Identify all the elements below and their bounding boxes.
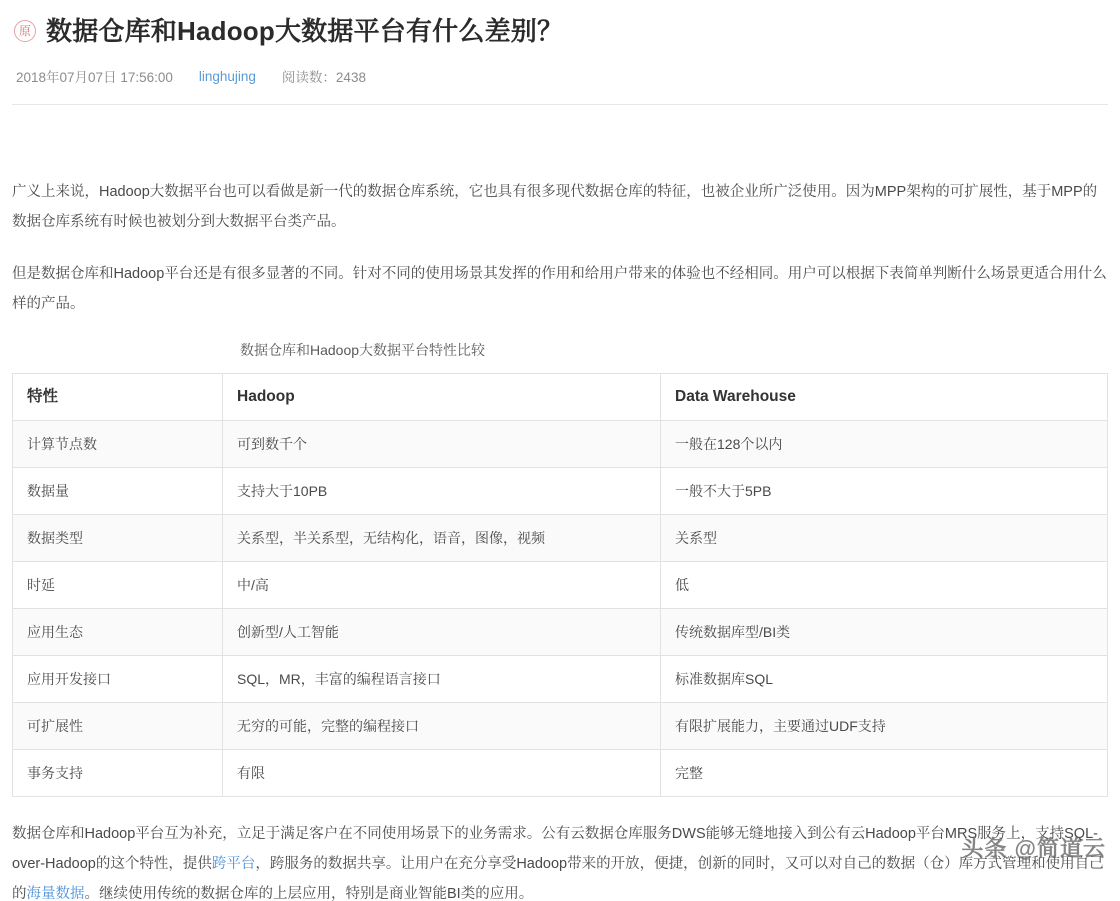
cell-hadoop: 中/高 xyxy=(223,562,661,609)
page-title: 数据仓库和Hadoop大数据平台有什么差别？ xyxy=(46,16,564,46)
table-header-row xyxy=(13,374,1108,421)
table-row xyxy=(13,703,1108,750)
cell-datawarehouse: 低 xyxy=(661,562,1108,609)
column-header-datawarehouse: Data Warehouse xyxy=(661,374,1108,421)
article-meta xyxy=(16,66,1108,86)
table-body xyxy=(13,421,1108,797)
publish-date: 2018年07月07日 17:56:00 xyxy=(16,70,173,85)
author-link[interactable]: linghujing xyxy=(198,68,256,84)
cell-feature: 数据量 xyxy=(13,468,223,515)
cell-feature: 时延 xyxy=(13,562,223,609)
comparison-table xyxy=(12,373,1108,797)
closing-text-c: 。继续使用传统的数据仓库的上层应用，特别是商业智能BI类的应用。 xyxy=(84,886,534,901)
column-header-hadoop: Hadoop xyxy=(223,374,661,421)
paragraph-2: 但是数据仓库和Hadoop平台还是有很多显著的不同。针对不同的使用场景其发挥的作用和给用户带来的体验也不经相同。用户可以根据下表简单判断什么场景更适合用什么样的产品。 xyxy=(12,266,1107,312)
cell-hadoop: 创新型/人工智能 xyxy=(223,609,661,656)
cell-feature: 可扩展性 xyxy=(13,703,223,750)
cell-hadoop: 无穷的可能，完整的编程接口 xyxy=(223,703,661,750)
article-header xyxy=(0,0,1120,105)
watermark: 头条 @简道云 xyxy=(961,836,1106,861)
column-header-feature: 特性 xyxy=(13,374,223,421)
cell-hadoop: 可到数千个 xyxy=(223,421,661,468)
paragraph-1: 广义上来说，Hadoop大数据平台也可以看做是新一代的数据仓库系统，它也具有很多现代数据仓库的特征，也被企业所广泛使用。因为MPP架构的可扩展性，基于MPP的数据仓库系统有时候也被划分到大数据平台类产品。 xyxy=(12,184,1098,230)
cell-feature: 应用生态 xyxy=(13,609,223,656)
table-row xyxy=(13,562,1108,609)
table-row xyxy=(13,750,1108,797)
table-head xyxy=(13,374,1108,421)
cell-datawarehouse: 传统数据库型/BI类 xyxy=(661,609,1108,656)
original-badge-icon: 原 xyxy=(14,20,36,42)
cell-hadoop: SQL，MR，丰富的编程语言接口 xyxy=(223,656,661,703)
article-body xyxy=(0,177,1120,797)
closing-text-b: ，跨服务的数据共享。让用户在充分享受Hadoop带来的开放，便捷，创新的同时，又可以对自己的数据（仓）库方式管理和使用自己的 xyxy=(12,856,1104,901)
header-divider xyxy=(12,104,1108,105)
cell-feature: 事务支持 xyxy=(13,750,223,797)
massive-data-link[interactable]: 海量数据 xyxy=(26,886,85,901)
table-row xyxy=(13,656,1108,703)
table-row xyxy=(13,515,1108,562)
cross-platform-link[interactable]: 跨平台 xyxy=(211,856,256,872)
cell-hadoop: 支持大于10PB xyxy=(223,468,661,515)
cell-feature: 应用开发接口 xyxy=(13,656,223,703)
cell-datawarehouse: 关系型 xyxy=(661,515,1108,562)
closing-text-a: 数据仓库和Hadoop平台互为补充，立足于满足客户在不同使用场景下的业务需求。公有云数据仓库服务DWS能够无缝地接入到公有云Hadoop平台MRS服务上，支持SQL-over-Hadoop的这个特性，提供 xyxy=(12,826,1098,872)
cell-hadoop: 关系型，半关系型，无结构化，语音，图像，视频 xyxy=(223,515,661,562)
table-row xyxy=(13,468,1108,515)
table-caption: 数据仓库和Hadoop大数据平台特性比较 xyxy=(240,342,486,358)
closing-paragraph xyxy=(12,819,1108,901)
table-row xyxy=(13,421,1108,468)
cell-datawarehouse: 有限扩展能力，主要通过UDF支持 xyxy=(661,703,1108,750)
closing-paragraphs xyxy=(0,819,1120,901)
cell-datawarehouse: 一般不大于5PB xyxy=(661,468,1108,515)
cell-feature: 数据类型 xyxy=(13,515,223,562)
table-row xyxy=(13,609,1108,656)
cell-feature: 计算节点数 xyxy=(13,421,223,468)
cell-datawarehouse: 标准数据库SQL xyxy=(661,656,1108,703)
cell-datawarehouse: 完整 xyxy=(661,750,1108,797)
cell-datawarehouse: 一般在128个以内 xyxy=(661,421,1108,468)
read-count: 阅读数：2438 xyxy=(281,70,366,85)
title-row xyxy=(12,14,1108,48)
cell-hadoop: 有限 xyxy=(223,750,661,797)
